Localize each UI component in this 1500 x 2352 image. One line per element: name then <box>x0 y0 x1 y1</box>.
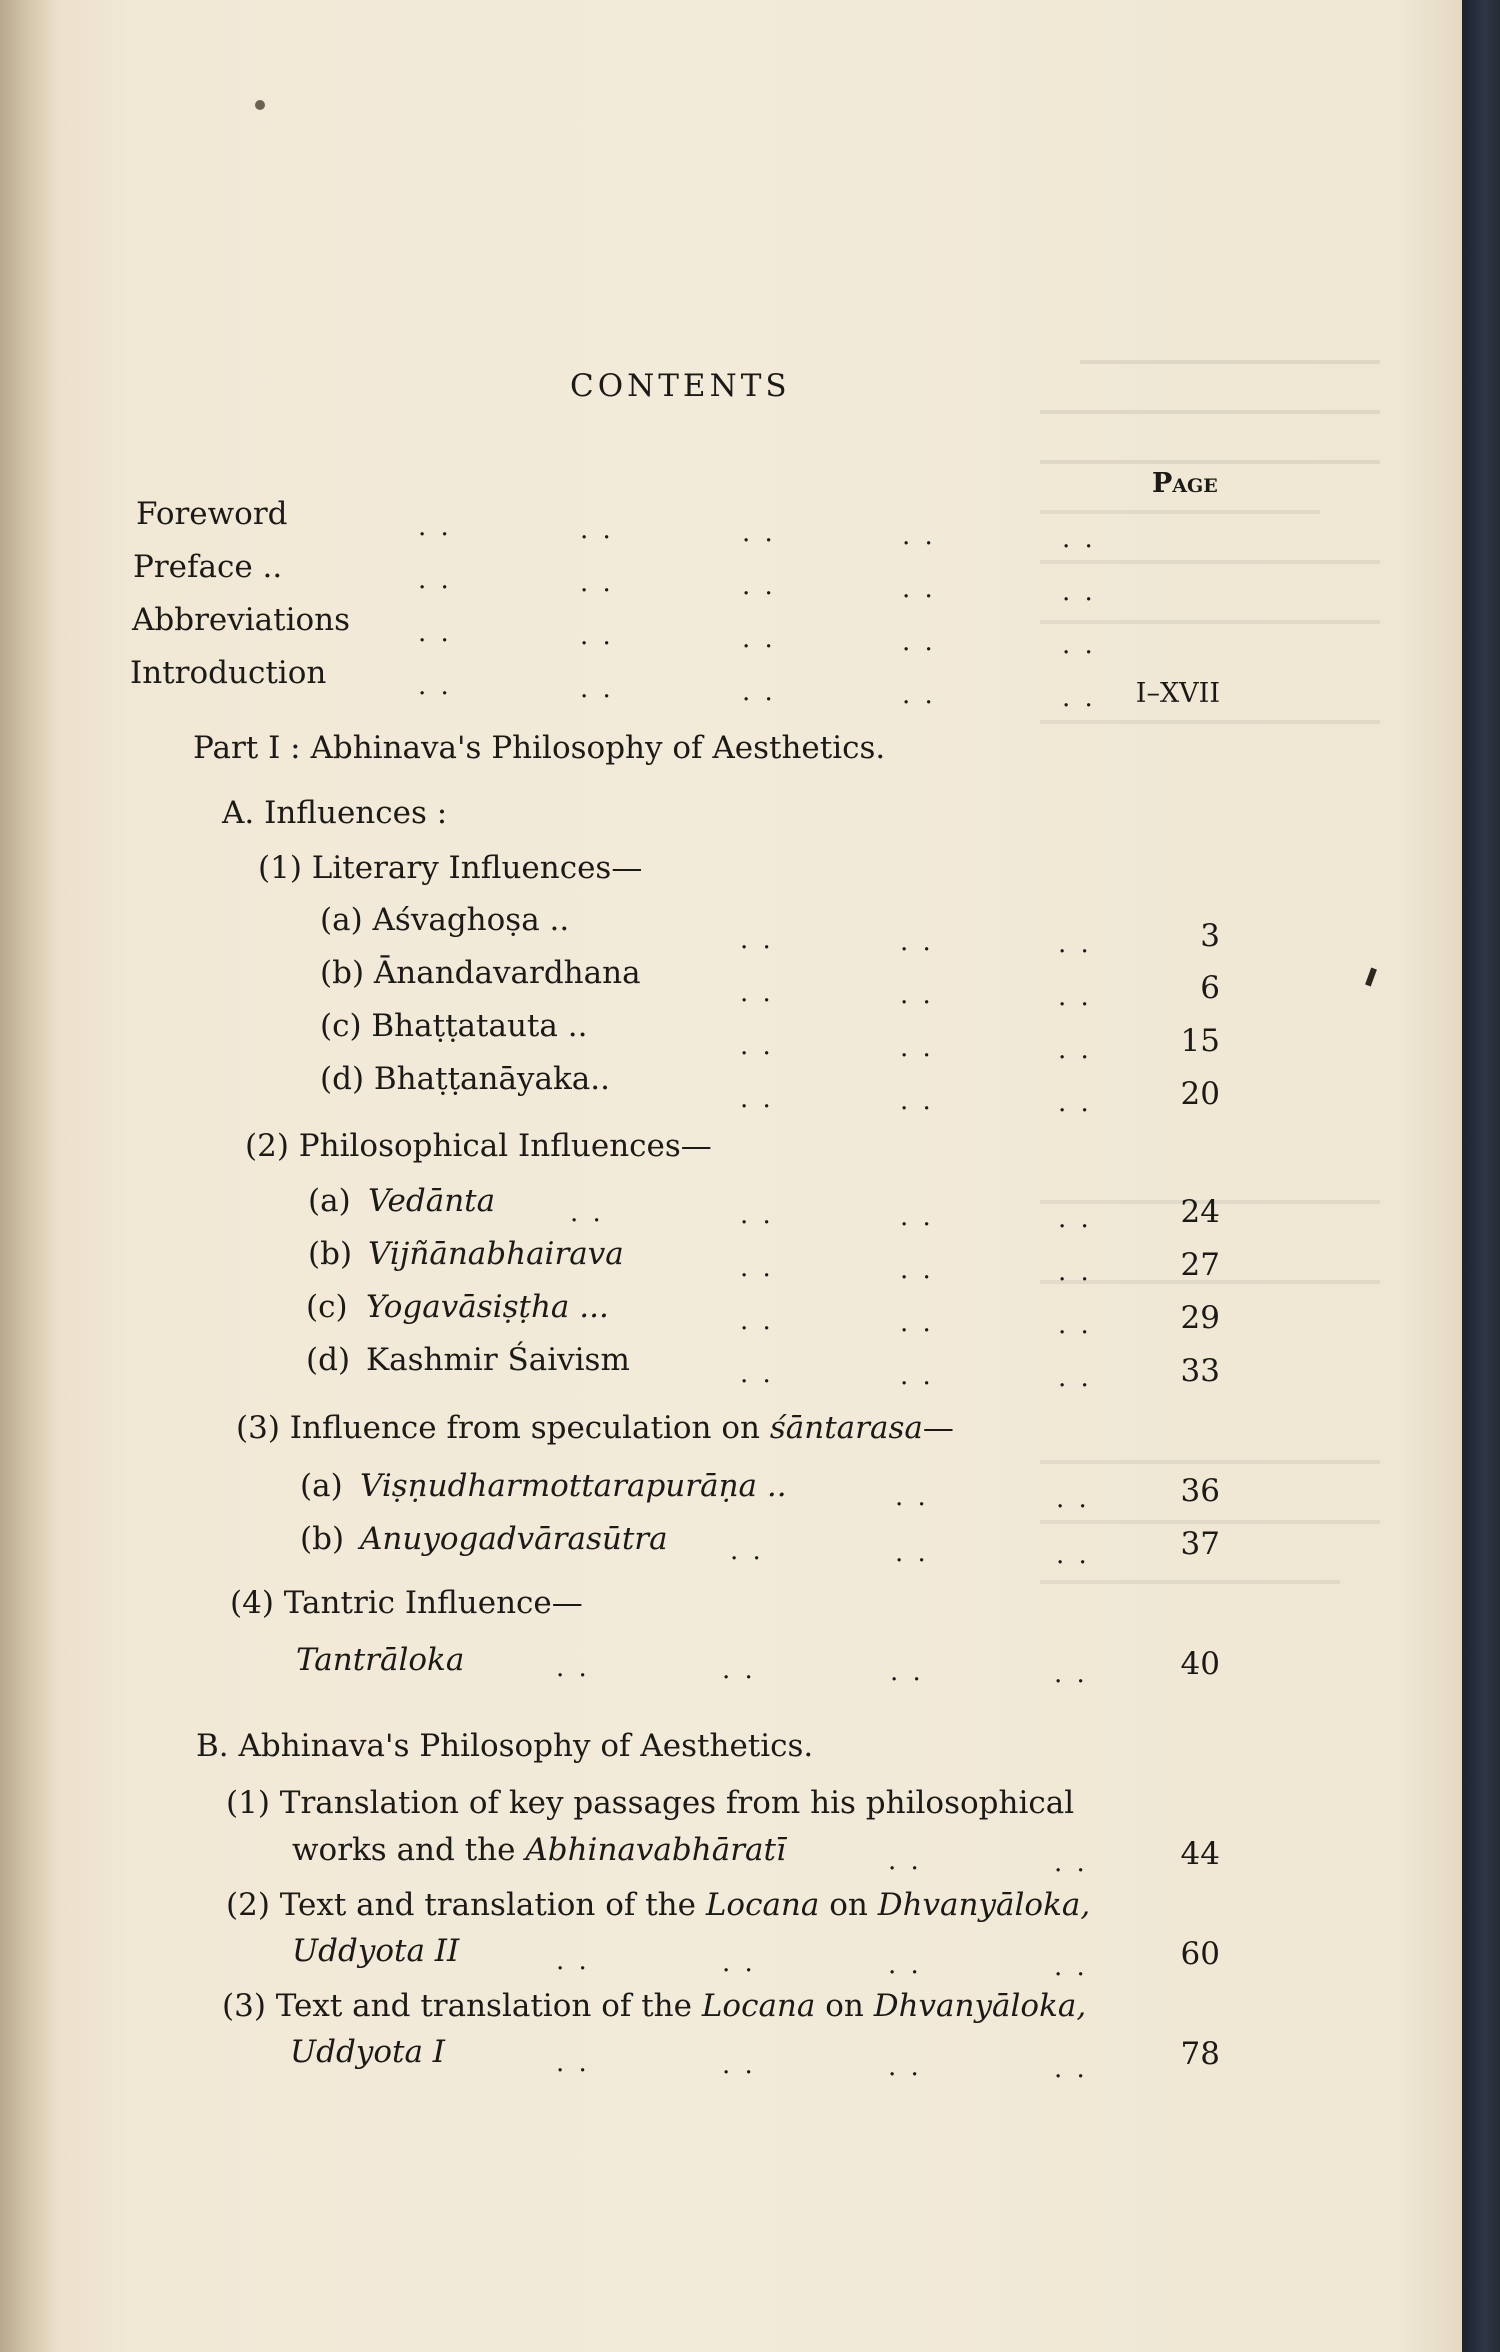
dot-leader: . . <box>418 512 452 542</box>
dot-leader: . . <box>1062 630 1096 660</box>
dot-leader: . . <box>556 1653 590 1683</box>
contents-heading: CONTENTS <box>570 368 791 404</box>
dot-leader: . . <box>722 1948 756 1978</box>
dot-leader: . . <box>1056 1484 1090 1514</box>
dot-leader: . . <box>1062 577 1096 607</box>
dot-leader: . . <box>556 1946 590 1976</box>
toc-entry-b2-line2: Uddyota II <box>292 1933 460 1969</box>
dot-leader: . . <box>740 1306 774 1336</box>
toc-entry-introduction: Introduction <box>130 655 327 691</box>
part-title: Part I : Abhinava's Philosophy of Aesthetics. <box>193 730 886 766</box>
group-title-suffix: — <box>922 1410 954 1446</box>
toc-entry-bhattanayaka: (d) Bhaṭṭanāyaka.. <box>320 1061 610 1097</box>
dot-leader: . . <box>580 515 614 545</box>
toc-entry-vedanta: Vedānta <box>368 1183 496 1219</box>
entry-prefix: (b) <box>300 1521 345 1557</box>
page-number: 29 <box>1180 1300 1220 1336</box>
dot-leader: . . <box>740 1031 774 1061</box>
dot-leader: . . <box>1054 2054 1088 2084</box>
entry-prefix: (a) <box>300 1468 343 1504</box>
dot-leader: . . <box>740 1253 774 1283</box>
dot-leader: . . <box>418 565 452 595</box>
page-number: 44 <box>1180 1836 1220 1872</box>
dot-leader: . . <box>722 1655 756 1685</box>
page-number: 36 <box>1180 1473 1220 1509</box>
dot-leader: . . <box>570 1198 604 1228</box>
dot-leader: . . <box>900 1361 934 1391</box>
dot-leader: . . <box>1058 929 1092 959</box>
toc-entry-anuyogadvarasutra: Anuyogadvārasūtra <box>360 1521 668 1557</box>
dot-leader: . . <box>1062 524 1096 554</box>
dot-leader: . . <box>740 1200 774 1230</box>
dot-leader: . . <box>580 674 614 704</box>
line-text: on <box>815 1988 874 2024</box>
page-number: 24 <box>1180 1194 1220 1230</box>
dot-leader: . . <box>1058 1035 1092 1065</box>
page-column-label: Page <box>1152 468 1218 499</box>
dot-leader: . . <box>1054 1952 1088 1982</box>
dot-leader: . . <box>1058 1363 1092 1393</box>
toc-entry-anandavardhana: (b) Ānandavardhana <box>320 955 641 991</box>
toc-entry-asvaghosa: (a) Aśvaghoṣa .. <box>320 902 570 938</box>
page-number: 20 <box>1180 1076 1220 1112</box>
line-text: (3) Text and translation of the <box>222 1988 702 2024</box>
page-number: 3 <box>1200 918 1220 954</box>
dot-leader: . . <box>742 518 776 548</box>
dot-leader: . . <box>1058 1204 1092 1234</box>
dot-leader: . . <box>888 2052 922 2082</box>
dot-leader: . . <box>722 2050 756 2080</box>
entry-prefix: (c) <box>306 1289 348 1325</box>
toc-entry-b1-line2 <box>292 1832 786 1868</box>
dot-leader: . . <box>900 1086 934 1116</box>
dot-leader: . . <box>742 677 776 707</box>
dot-leader: . . <box>902 521 936 551</box>
dot-leader: . . <box>1054 1659 1088 1689</box>
dot-leader: . . <box>902 680 936 710</box>
ink-spot <box>255 100 265 110</box>
toc-entry-b3-line2: Uddyota I <box>290 2034 446 2070</box>
toc-entry-tantraloka: Tantrāloka <box>296 1642 465 1678</box>
page-number: 33 <box>1180 1353 1220 1389</box>
dot-leader: . . <box>742 624 776 654</box>
dot-leader: . . <box>580 568 614 598</box>
dot-leader: . . <box>1058 1088 1092 1118</box>
title-abhinavabharati: Abhinavabhāratī <box>525 1832 786 1868</box>
toc-entry-b3-line1 <box>222 1988 1086 2024</box>
toc-entry-visnudharmottarapurana: Viṣṇudharmottarapurāṇa .. <box>360 1468 787 1504</box>
toc-entry-preface: Preface .. <box>133 549 283 585</box>
dot-leader: . . <box>888 1950 922 1980</box>
dot-leader: . . <box>900 1033 934 1063</box>
group-title-literary: (1) Literary Influences— <box>258 850 643 886</box>
dot-leader: . . <box>900 927 934 957</box>
dot-leader: . . <box>418 671 452 701</box>
title-dhvanyaloka: Dhvanyāloka, <box>873 1988 1087 2024</box>
entry-prefix: (d) <box>306 1342 351 1378</box>
line-text: on <box>819 1887 878 1923</box>
group-title-philosophical: (2) Philosophical Influences— <box>245 1128 712 1164</box>
dot-leader: . . <box>1056 1540 1090 1570</box>
dot-leader: . . <box>890 1657 924 1687</box>
group-title-tantric: (4) Tantric Influence— <box>230 1585 583 1621</box>
dot-leader: . . <box>740 978 774 1008</box>
group-title-santarasa <box>236 1410 954 1446</box>
toc-entry-foreword: Foreword <box>136 496 288 532</box>
dot-leader: . . <box>895 1538 929 1568</box>
title-locana: Locana <box>701 1988 816 2024</box>
page-number: 37 <box>1180 1526 1220 1562</box>
page-gutter-shadow <box>0 0 58 2352</box>
title-locana: Locana <box>705 1887 820 1923</box>
dot-leader: . . <box>742 571 776 601</box>
dot-leader: . . <box>900 1255 934 1285</box>
dot-leader: . . <box>730 1536 764 1566</box>
dot-leader: . . <box>740 1084 774 1114</box>
dot-leader: . . <box>580 621 614 651</box>
toc-entry-b2-line1 <box>226 1887 1090 1923</box>
toc-entry-yogavasistha: Yogavāsiṣṭha ... <box>366 1289 609 1325</box>
dot-leader: . . <box>1062 683 1096 713</box>
group-title-prefix: (3) Influence from speculation on <box>236 1410 770 1446</box>
toc-entry-vijnanabhairava: Vijñānabhairava <box>368 1236 624 1272</box>
dot-leader: . . <box>1058 982 1092 1012</box>
pencil-mark <box>1365 968 1377 987</box>
toc-entry-abbreviations: Abbreviations <box>132 602 351 638</box>
page-number: 6 <box>1200 970 1220 1006</box>
page-number: I–XVII <box>1135 678 1220 709</box>
dot-leader: . . <box>418 618 452 648</box>
dot-leader: . . <box>902 574 936 604</box>
toc-entry-kashmir-saivism: Kashmir Śaivism <box>366 1342 630 1378</box>
dot-leader: . . <box>740 1359 774 1389</box>
dot-leader: . . <box>902 627 936 657</box>
page-number: 78 <box>1180 2036 1220 2072</box>
group-title-santarasa-term: śāntarasa <box>769 1410 923 1446</box>
page-number: 27 <box>1180 1247 1220 1283</box>
page-number: 60 <box>1180 1936 1220 1972</box>
dot-leader: . . <box>900 980 934 1010</box>
section-b-title: B. Abhinava's Philosophy of Aesthetics. <box>196 1728 814 1764</box>
toc-entry-bhattatauta: (c) Bhaṭṭatauta .. <box>320 1008 588 1044</box>
dot-leader: . . <box>895 1482 929 1512</box>
dot-leader: . . <box>900 1308 934 1338</box>
toc-entry-b1-line1: (1) Translation of key passages from his philosophical <box>226 1785 1075 1821</box>
dot-leader: . . <box>1054 1848 1088 1878</box>
dot-leader: . . <box>900 1202 934 1232</box>
book-cover-edge <box>1462 0 1500 2352</box>
section-a-title: A. Influences : <box>222 795 448 831</box>
dot-leader: . . <box>888 1846 922 1876</box>
entry-prefix: (b) <box>308 1236 353 1272</box>
dot-leader: . . <box>1058 1257 1092 1287</box>
page-number: 15 <box>1180 1023 1220 1059</box>
line-text: (2) Text and translation of the <box>226 1887 706 1923</box>
dot-leader: . . <box>1058 1310 1092 1340</box>
entry-prefix: (a) <box>308 1183 351 1219</box>
dot-leader: . . <box>556 2048 590 2078</box>
page-number: 40 <box>1180 1646 1220 1682</box>
dot-leader: . . <box>740 925 774 955</box>
line-text: works and the <box>292 1832 526 1868</box>
title-dhvanyaloka: Dhvanyāloka, <box>877 1887 1091 1923</box>
